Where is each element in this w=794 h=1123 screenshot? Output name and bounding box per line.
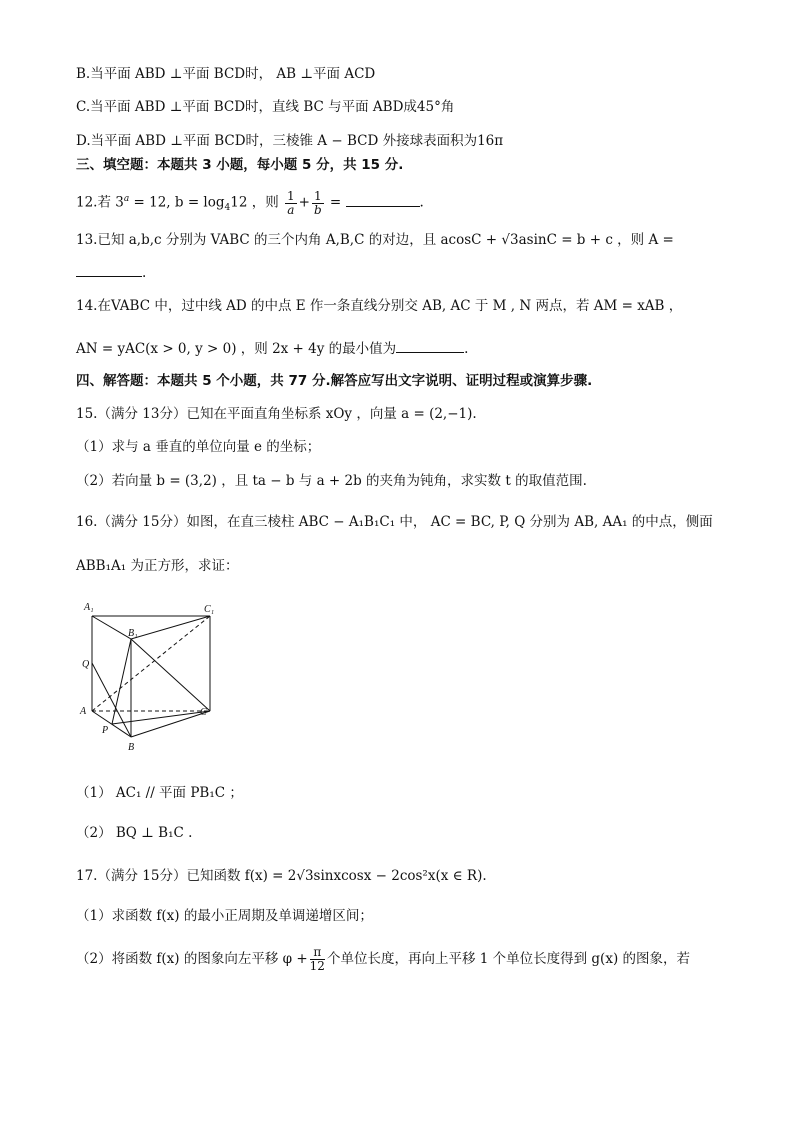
- question-16-part1: （1） AC₁ // 平面 PB₁C ；: [76, 785, 243, 801]
- q12-plus: +: [298, 194, 310, 211]
- q12-f2-num: 1: [313, 188, 322, 203]
- q12-log-base: 4: [224, 203, 231, 214]
- edge-a-b: [92, 711, 131, 737]
- q13-answer-line: .: [76, 262, 146, 283]
- section-fill-in-title: 三、填空题：本题共 3 小题，每小题 5 分，共 15 分.: [76, 157, 404, 173]
- q12-f1-den: a: [287, 202, 295, 217]
- label-c: C: [200, 707, 207, 718]
- label-q: Q: [82, 659, 90, 670]
- q17-part2-b: 个单位长度，再向上平移 1 个单位长度得到 g(x) 的图象，若: [326, 951, 690, 967]
- question-15-intro: 15.（满分 13分）已知在平面直角坐标系 xOy ，向量 a = (2,−1).: [76, 406, 477, 422]
- segment-q-b: [92, 663, 131, 737]
- question-13: 13.已知 a,b,c 分别为 VABC 的三个内角 A,B,C 的对边，且 acosC + √3asinC = b + c ，则 A =: [76, 232, 674, 248]
- label-p: P: [102, 725, 109, 736]
- q12-mid: = 12, b = log: [129, 194, 225, 211]
- question-16-part2: （2） BQ ⊥ B₁C .: [76, 825, 193, 841]
- q12-fraction-1: [285, 190, 297, 217]
- segment-p-c: [112, 711, 210, 724]
- question-12: 12.若 $3^a = 12$, $b = \log_412$ ，则 $\frac{1}{a}$ + $\frac{1}{b}$ = .: [76, 188, 424, 217]
- question-17-part1: （1）求函数 f(x) 的最小正周期及单调递增区间；: [76, 908, 373, 924]
- label-b1: B₁: [128, 628, 138, 639]
- question-14-line1: 14.在VABC 中，过中线 AD 的中点 E 作一条直线分别交 AB, AC 于 M , N 两点，若 AM = xAB ，: [76, 298, 683, 314]
- q12-exponent: a: [123, 194, 130, 204]
- label-a: A: [80, 706, 87, 717]
- prism-figure: [76, 598, 226, 758]
- segment-b1-c: [131, 639, 210, 711]
- q12-prefix: 12.若 3: [76, 194, 124, 211]
- section-solve-title: 四、解答题：本题共 5 个小题，共 77 分.解答应写出文字说明、证明过程或演算步骤.: [76, 373, 593, 389]
- label-b: B: [128, 742, 135, 753]
- q12-equals: =: [329, 194, 342, 211]
- q17-fraction: [310, 946, 325, 973]
- question-15-part2: （2）若向量 b = (3,2) ，且 ta − b 与 a + 2b 的夹角为钝角，求实数 t 的取值范围.: [76, 473, 587, 489]
- q17-frac-den: 12: [309, 959, 325, 973]
- edge-a1-b1: [92, 616, 131, 639]
- q12-fraction-2: [312, 190, 324, 217]
- q12-f2-den: b: [313, 202, 322, 217]
- q14-answer-blank[interactable]: [396, 338, 464, 353]
- hidden-segment-a-c1: [92, 616, 210, 711]
- edge-b-c: [131, 711, 210, 737]
- option-d: D.当平面 ABD ⊥平面 BCD时，三棱锥 A − BCD 外接球表面积为16π: [76, 133, 504, 149]
- q14-line2-text: AN = yAC(x > 0, y > 0) ，则 2x + 4y 的最小值为: [76, 341, 397, 357]
- question-17-intro: 17.（满分 15分）已知函数 f(x) = 2√3sinxcosx − 2cos²x(x ∈ R).: [76, 868, 487, 884]
- label-a1: A₁: [84, 602, 94, 613]
- question-16-line1: 16.（满分 15分）如图，在直三棱柱 ABC − A₁B₁C₁ 中， AC = BC, P, Q 分别为 AB, AA₁ 的中点，侧面: [76, 514, 713, 530]
- q17-frac-num: π: [310, 946, 325, 960]
- q17-part2-a: （2）将函数 f(x) 的图象向左平移 φ +: [76, 951, 308, 967]
- question-16-line2: ABB₁A₁ 为正方形，求证：: [76, 558, 239, 574]
- question-17-part2: [76, 946, 690, 973]
- option-c: C.当平面 ABD ⊥平面 BCD时，直线 BC 与平面 ABD成45°角: [76, 99, 455, 115]
- label-c1: C₁: [204, 604, 215, 615]
- q12-answer-blank[interactable]: [346, 192, 420, 207]
- question-15-part1: （1）求与 a 垂直的单位向量 e 的坐标；: [76, 439, 321, 455]
- q13-answer-blank[interactable]: [76, 262, 142, 277]
- edge-b1-c1: [131, 616, 210, 639]
- option-b: B.当平面 ABD ⊥平面 BCD时， AB ⊥平面 ACD: [76, 66, 376, 82]
- q12-mid2: 12 ，则: [230, 194, 279, 211]
- question-14-line2: AN = yAC(x > 0, y > 0) ，则 2x + 4y 的最小值为 .: [76, 338, 468, 359]
- q12-f1-num: 1: [287, 188, 295, 203]
